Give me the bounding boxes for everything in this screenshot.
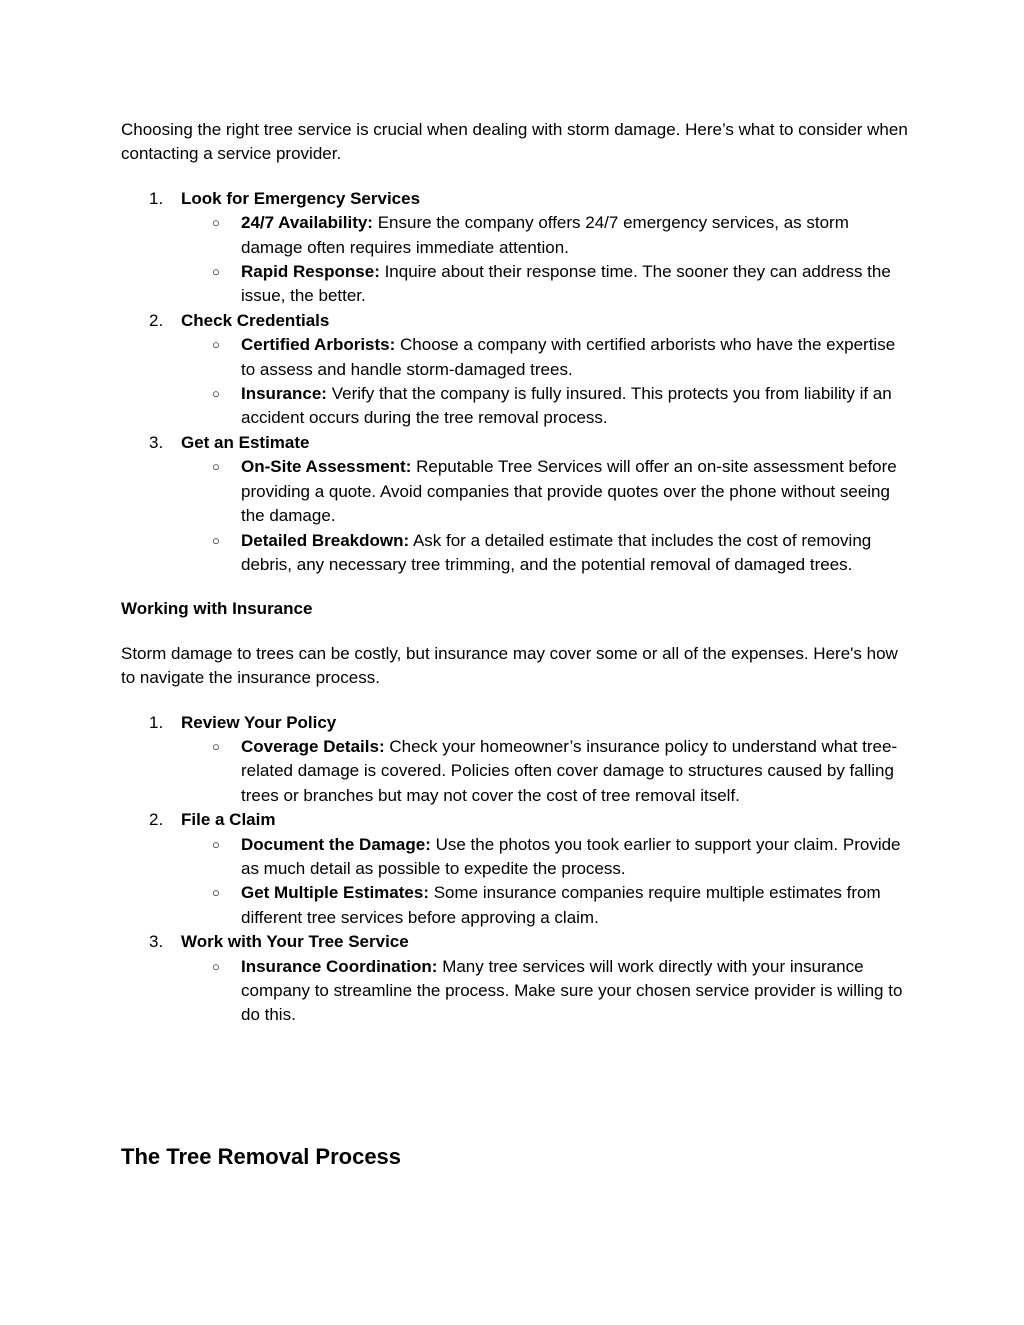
item-text: Check your homeowner’s insurance policy to understand what tree-related damage is covered. Policies often cover damage to structures caused by falling trees or branches but may not cover the cost of tree removal itself. [241,736,898,805]
sub-list-item [181,211,911,260]
step-title: Review Your Policy [181,712,337,732]
hollow-circle-bullet-icon: ○ [212,836,220,852]
sub-list-item [181,382,911,431]
step-number: 3. [149,932,164,952]
item-label: Rapid Response: [241,262,380,282]
item-label: Document the Damage: [241,834,431,854]
tree-removal-heading: The Tree Removal Process [121,1144,402,1169]
item-text: Reputable Tree Services will offer an on-site assessment before providing a quote. Avoid companies that provide quotes over the phone without seeing the damage. [241,457,897,526]
step-title: Look for Emergency Services [181,188,421,208]
item-text: Inquire about their response time. The sooner they can address the issue, the better. [241,262,891,306]
item-text: Ask for a detailed estimate that includes the cost of removing debris, any necessary tree trimming, and the potential removal of damaged trees. [241,530,872,574]
sub-list-item [181,735,911,808]
sub-list-item [181,955,911,1028]
step-number: 1. [149,712,164,732]
list-item [121,808,911,930]
list-item [121,187,911,309]
item-text: Verify that the company is fully insured. This protects you from liability if an accident occurs during the tree removal process. [241,384,892,428]
list-item [121,309,911,431]
hollow-circle-bullet-icon: ○ [212,337,220,353]
step-title: Work with Your Tree Service [181,932,409,952]
sub-list-item [181,881,911,930]
step-title: Check Credentials [181,310,330,330]
list-item [121,431,911,577]
item-label: Get Multiple Estimates: [241,883,429,903]
item-text: Ensure the company offers 24/7 emergency services, as storm damage often requires immediate attention. [241,213,849,257]
item-label: Insurance Coordination: [241,956,438,976]
item-text: Some insurance companies require multiple estimates from different tree services before approving a claim. [241,883,881,927]
sub-list [181,333,911,431]
intro-paragraph: Choosing the right tree service is crucial when dealing with storm damage. Here’s what to consider when contacting a service provider. [121,120,908,164]
service-steps-list [121,187,911,578]
insurance-steps-list [121,711,911,1028]
step-number: 1. [149,188,164,208]
step-number: 2. [149,310,164,330]
step-title: Get an Estimate [181,432,310,452]
sub-list [181,735,911,808]
hollow-circle-bullet-icon: ○ [212,738,220,754]
sub-list [181,211,911,309]
sub-list-item [181,455,911,528]
item-text: Choose a company with certified arborists who have the expertise to assess and handle storm-damaged trees. [241,335,896,379]
item-text: Many tree services will work directly with your insurance company to streamline the process. Make sure your chosen service provider is willing to do this. [241,956,903,1025]
item-label: Detailed Breakdown: [241,530,410,550]
item-label: 24/7 Availability: [241,213,373,233]
hollow-circle-bullet-icon: ○ [212,532,220,548]
hollow-circle-bullet-icon: ○ [212,264,220,280]
step-number: 2. [149,810,164,830]
sub-list [181,455,911,577]
sub-list [181,955,911,1028]
hollow-circle-bullet-icon: ○ [212,386,220,402]
sub-list-item [181,529,911,578]
list-item [121,930,911,1028]
insurance-intro-paragraph: Storm damage to trees can be costly, but insurance may cover some or all of the expenses. Here's how to navigate the insurance process. [121,643,898,688]
hollow-circle-bullet-icon: ○ [212,459,220,475]
sub-list-item [181,833,911,882]
step-number: 3. [149,432,164,452]
list-item [121,711,911,809]
item-label: Certified Arborists: [241,335,396,355]
hollow-circle-bullet-icon: ○ [212,885,220,901]
insurance-heading: Working with Insurance [121,599,313,619]
sub-list-item [181,260,911,309]
hollow-circle-bullet-icon: ○ [212,958,220,974]
sub-list [181,833,911,931]
sub-list-item [181,333,911,382]
hollow-circle-bullet-icon: ○ [212,215,220,231]
item-text: Use the photos you took earlier to support your claim. Provide as much detail as possible to expedite the process. [241,834,901,878]
item-label: Coverage Details: [241,736,385,756]
item-label: On-Site Assessment: [241,457,412,477]
step-title: File a Claim [181,810,276,830]
item-label: Insurance: [241,384,327,404]
document-page [121,118,911,1048]
